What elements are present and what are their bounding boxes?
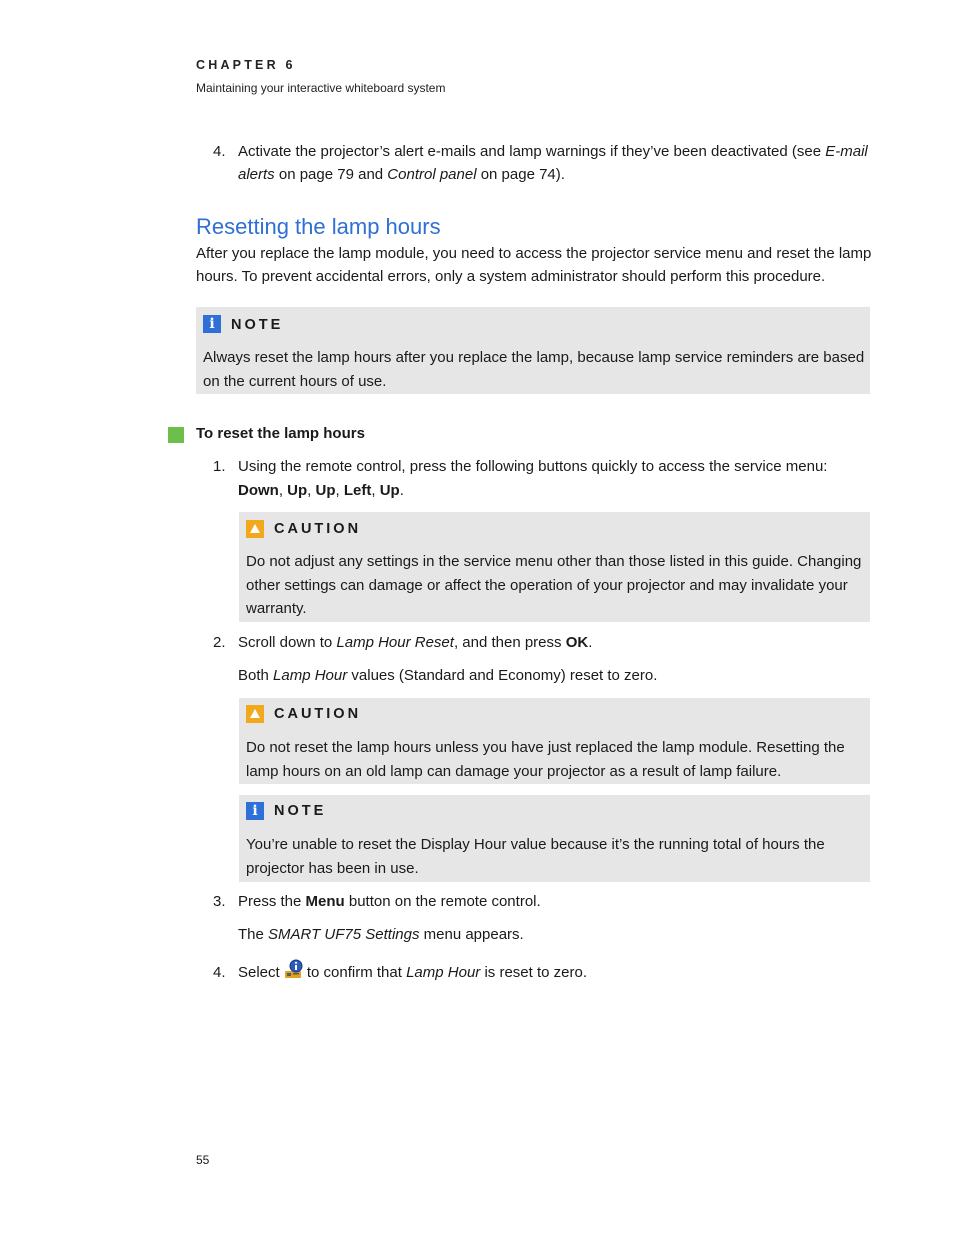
- procedure-title: To reset the lamp hours: [196, 425, 365, 442]
- settings-info-icon: [284, 959, 305, 980]
- page-number: 55: [196, 1153, 210, 1167]
- caution-icon: [246, 705, 264, 723]
- caution-box: [239, 512, 870, 622]
- note-title: NOTE: [274, 803, 327, 819]
- caution-title: CAUTION: [274, 521, 362, 537]
- note-box: [196, 307, 870, 394]
- step-number: 3.: [213, 893, 226, 910]
- info-icon: i: [203, 315, 221, 333]
- step-2-text: Scroll down to Lamp Hour Reset, and then press OK.: [238, 634, 593, 651]
- chapter-title: Maintaining your interactive whiteboard system: [196, 81, 446, 95]
- step-3-text: Press the Menu button on the remote control.: [238, 893, 541, 910]
- note-body: Always reset the lamp hours after you replace the lamp, because lamp service reminders are based on the current hours of use.: [203, 349, 865, 390]
- step-number: 4.: [213, 143, 226, 160]
- note-box: [239, 795, 870, 882]
- step-3-result: The SMART UF75 Settings menu appears.: [238, 926, 524, 943]
- caution-icon: [246, 520, 264, 538]
- note-title: NOTE: [231, 317, 284, 333]
- link-email-alerts[interactable]: E-mail alerts: [238, 143, 868, 183]
- caution-body: Do not reset the lamp hours unless you have just replaced the lamp module. Resetting the lamp hours on an old lamp can damage your projector as a result of lamp failure.: [246, 739, 845, 780]
- caution-body: Do not adjust any settings in the service menu other than those listed in this guide. Changing other settings can damage or affect the operation of your projector and may invalidate your warranty.: [246, 553, 862, 617]
- step-4-text: Select to confirm that Lamp Hour is reset to zero.: [238, 959, 872, 984]
- info-icon: i: [246, 802, 264, 820]
- step-number: 4.: [213, 964, 226, 981]
- step-1-text: Using the remote control, press the following buttons quickly to access the service menu: Down, Up, Up, Left, Up.: [238, 458, 828, 499]
- step-number: 2.: [213, 634, 226, 651]
- link-control-panel[interactable]: Control panel: [387, 166, 477, 183]
- pre-step-text: Activate the projector’s alert e-mails and lamp warnings if they’ve been deactivated (see E-mail alerts on page 79 and Control panel on page 74).: [238, 143, 868, 183]
- section-heading: Resetting the lamp hours: [196, 214, 441, 239]
- note-body: You’re unable to reset the Display Hour value because it’s the running total of hours the projector has been in use.: [246, 836, 825, 877]
- step-number: 1.: [213, 458, 226, 475]
- procedure-icon: [168, 427, 184, 443]
- caution-title: CAUTION: [274, 706, 362, 722]
- step-2-result: Both Lamp Hour values (Standard and Economy) reset to zero.: [238, 667, 658, 684]
- section-intro: After you replace the lamp module, you need to access the projector service menu and reset the lamp hours. To prevent accidental errors, only a system administrator should perform this procedure.: [196, 245, 872, 285]
- chapter-label: CHAPTER 6: [196, 58, 296, 72]
- caution-box: [239, 698, 870, 784]
